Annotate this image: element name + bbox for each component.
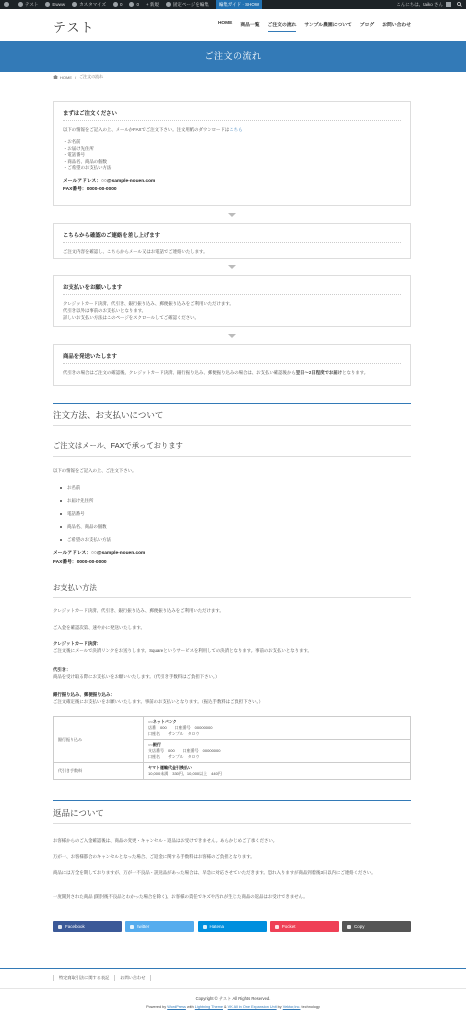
- wordpress-link[interactable]: WordPress: [167, 1005, 186, 1009]
- admin-greeting[interactable]: こんにちは、taiko さん: [396, 1, 443, 7]
- list-item: お名前: [60, 481, 111, 494]
- step-box-order: [53, 101, 411, 206]
- footer-link-legal[interactable]: 特定商取引法に関する表記: [53, 975, 114, 981]
- footer-divider: [0, 968, 466, 969]
- nav-products[interactable]: 商品一覧: [240, 23, 260, 28]
- footer-nav: [53, 975, 151, 981]
- share-twitter-button[interactable]: twitter: [125, 921, 194, 932]
- title-rule: [53, 597, 411, 598]
- pencil-icon: [166, 2, 171, 7]
- table-cell-label: 代引き手数料: [54, 763, 144, 780]
- step-text: 代引きの場合はご注文の確認後、クレジットカード決済、銀行振り込み、郵便振り込みの場合は、お支払い確認後から翌日～2日程度でお届けとなります。: [63, 370, 369, 375]
- share-buttons: [53, 921, 411, 932]
- table-row: [54, 717, 411, 740]
- step-list: [63, 139, 401, 172]
- step-box-confirm: [53, 223, 411, 259]
- comment-icon: [129, 2, 134, 7]
- share-pocket-button[interactable]: Pocket: [270, 921, 339, 932]
- step-text: 以下の情報をご記入の上、メールかFAXでご注文下さい。注文用紙のダウンロードはこちら: [63, 127, 243, 132]
- step-box-shipping: [53, 344, 411, 386]
- admin-edit-page[interactable]: 固定ページを編集: [166, 2, 209, 8]
- credit-card-info: クレジットカード決済： ご注文後にメールで決済リンクをお送りします。Squareというサービスを利用しての決済となります。事前のお支払いとなります。: [53, 641, 312, 653]
- share-hatena-button[interactable]: Hatena: [198, 921, 267, 932]
- vektor-link[interactable]: Vektor,Inc.: [282, 1005, 301, 1009]
- nav-about-farm[interactable]: サンプル農園について: [304, 23, 352, 28]
- list-item: ・お名前: [63, 139, 81, 144]
- site-header: [0, 9, 466, 41]
- footer-rule: [0, 988, 466, 989]
- returns-text: 商品には万全を期しておりますが、万が一不良品・誤送品があった場合は、早急に対応させていただきます。恐れ入りますが商品到着後3日以内にご連絡ください。: [53, 870, 376, 875]
- table-row: [54, 763, 411, 780]
- nav-home[interactable]: HOME: [217, 21, 233, 26]
- payment-confirm: ご入金を確認次第、速やかに発送いたします。: [53, 625, 145, 630]
- contact-info: [53, 549, 145, 567]
- ewww-icon: [45, 2, 50, 7]
- list-item: ・電話番号: [63, 152, 85, 157]
- returns-text: お客様からのご入金確認後は、商品の変更・キャンセル・返品はお受けできません。あらかじめご了承ください。: [53, 838, 278, 843]
- copy-button[interactable]: Copy: [342, 921, 411, 932]
- order-info-list: [60, 481, 111, 546]
- list-item: ご希望のお支払い方法: [60, 533, 111, 546]
- section-divider: [53, 403, 411, 404]
- breadcrumb: [53, 74, 103, 80]
- contact-info: [63, 178, 401, 194]
- subsection-title: お支払い方法: [53, 583, 97, 592]
- page-title: ご注文の流れ: [204, 51, 262, 61]
- title-rule: [53, 425, 411, 426]
- breadcrumb-current: ご注文の流れ: [79, 74, 104, 79]
- table-cell: ヤマト運輸代金引換払い 10,000未満 330円、10,000以上 440円: [144, 763, 411, 780]
- list-item: ・ご希望のお支払い方法: [63, 165, 112, 170]
- admin-new[interactable]: + 新規: [146, 1, 159, 7]
- payment-table: [53, 716, 411, 780]
- avatar[interactable]: [446, 2, 451, 7]
- breadcrumb-home[interactable]: HOME: [60, 74, 72, 80]
- title-rule: [53, 456, 411, 457]
- breadcrumb-separator: /: [75, 74, 77, 80]
- nav-blog[interactable]: ブログ: [359, 23, 375, 28]
- global-nav: [210, 21, 411, 32]
- arrow-down-icon: [228, 334, 236, 338]
- list-item: 商品名、商品の個数: [60, 520, 111, 533]
- copy-icon: [347, 925, 351, 929]
- admin-comments[interactable]: 0: [129, 2, 139, 7]
- refresh-icon: [113, 2, 118, 7]
- email-address: メールアドレス：○○@sample-nouen.com: [53, 551, 146, 556]
- bank-transfer-info: 銀行振り込み、郵便振り込み： ご注文確定後にお支払いをお願いいたします。事前のお支払いとなります。（振込手数料はご負担下さい。）: [53, 692, 264, 704]
- fax-number: FAX番号：0000-00-0000: [63, 186, 117, 192]
- payment-intro: クレジットカード決済、代引き、銀行振り込み、郵便振り込みをご利用いただけます。: [53, 608, 224, 613]
- share-facebook-button[interactable]: Facebook: [53, 921, 122, 932]
- home-icon: [53, 75, 58, 79]
- step-text: ご注文内容を確認し、こちらからメール又はお電話でご連絡いたします。: [63, 249, 208, 254]
- admin-ewww[interactable]: Ewww: [45, 2, 65, 7]
- theme-link[interactable]: Lightning Theme: [194, 1005, 223, 1009]
- pocket-icon: [275, 925, 279, 929]
- returns-text: 万が一、お客様都合のキャンセルとなった場合、ご返金に関する手数料はお客様のご負担となります。: [53, 854, 255, 859]
- search-icon[interactable]: [457, 2, 462, 7]
- fax-number: FAX番号：0000-00-0000: [53, 560, 107, 565]
- page-header: [0, 41, 466, 72]
- returns-text: 一度開封された商品 (開封後不良品とわかった場合を除く)、お客様の責任でキズや汚れが生じた商品の返品はお受けできません。: [53, 894, 308, 899]
- admin-updates[interactable]: 0: [113, 2, 123, 7]
- copyright: Copyright © テスト All Rights Reserved.: [195, 996, 271, 1001]
- nav-contact[interactable]: お問い合わせ: [382, 23, 411, 28]
- table-cell: ○○銀行 支店番号 000 口座番号 00000000 口座名 サンプル タロウ: [144, 740, 411, 763]
- table-cell-label: 銀行振り込み: [54, 717, 144, 763]
- exunit-link[interactable]: VK All in One Expansion Unit: [227, 1005, 277, 1009]
- email-address: メールアドレス：○○@sample-nouen.com: [63, 178, 156, 184]
- table-cell: ○○ネットバンク 店番 000 口座番号 00000000 口座名 サンプル タロウ: [144, 717, 411, 740]
- wp-logo-icon[interactable]: [4, 2, 11, 7]
- powered-by: Powered by WordPress with Lightning Theme & VK All in One Expansion Unit by Vektor,Inc. technology: [146, 1005, 320, 1009]
- list-item: お届け先住所: [60, 494, 111, 507]
- admin-bar: [0, 0, 466, 9]
- download-link[interactable]: こちら: [229, 127, 243, 132]
- subsection-title: ご注文はメール、FAXで承っております: [53, 441, 183, 450]
- section-divider: [53, 800, 411, 801]
- facebook-icon: [58, 925, 62, 929]
- step-title: 商品を発送いたします: [63, 352, 401, 364]
- step-box-payment: [53, 275, 411, 327]
- admin-edit-guide[interactable]: 編集ガイド · SHOW: [216, 0, 262, 9]
- brush-icon: [72, 2, 77, 7]
- twitter-icon: [130, 925, 134, 929]
- arrow-down-icon: [228, 265, 236, 269]
- admin-site-name[interactable]: テスト: [18, 2, 38, 8]
- title-rule: [53, 823, 411, 824]
- arrow-down-icon: [228, 213, 236, 217]
- cod-info: 代引き： 商品を受け取る際にお支払いをお願いいたします。（代引き手数料はご負担下さい。）: [53, 667, 220, 679]
- home-icon: [18, 2, 23, 7]
- site-title[interactable]: テスト: [53, 20, 95, 35]
- admin-customize[interactable]: カスタマイズ: [72, 2, 106, 8]
- order-intro: 以下の情報をご記入の上、ご注文下さい。: [53, 468, 137, 473]
- step-title: お支払いをお願いします: [63, 283, 401, 295]
- nav-order-flow[interactable]: ご注文の流れ: [268, 21, 297, 32]
- hatena-icon: [203, 925, 207, 929]
- step-title: こちらから確認のご連絡を差し上げます: [63, 231, 401, 243]
- list-item: ・お届け先住所: [63, 145, 94, 151]
- section-title: 返品について: [53, 808, 104, 818]
- list-item: ・商品名、商品の個数: [63, 158, 107, 164]
- step-text: クレジットカード決済、代引き、銀行振り込み、郵便振り込みをご利用いただけます。 代引き以外は事前のお支払いとなります。 詳しいお支払い方法はこのページをスクロールしてご確認ください。: [63, 301, 234, 320]
- section-title: 注文方法、お支払いについて: [53, 410, 164, 420]
- footer-link-contact[interactable]: お問い合わせ: [114, 975, 151, 981]
- step-title: まずはご注文ください: [63, 109, 401, 121]
- list-item: 電話番号: [60, 507, 111, 520]
